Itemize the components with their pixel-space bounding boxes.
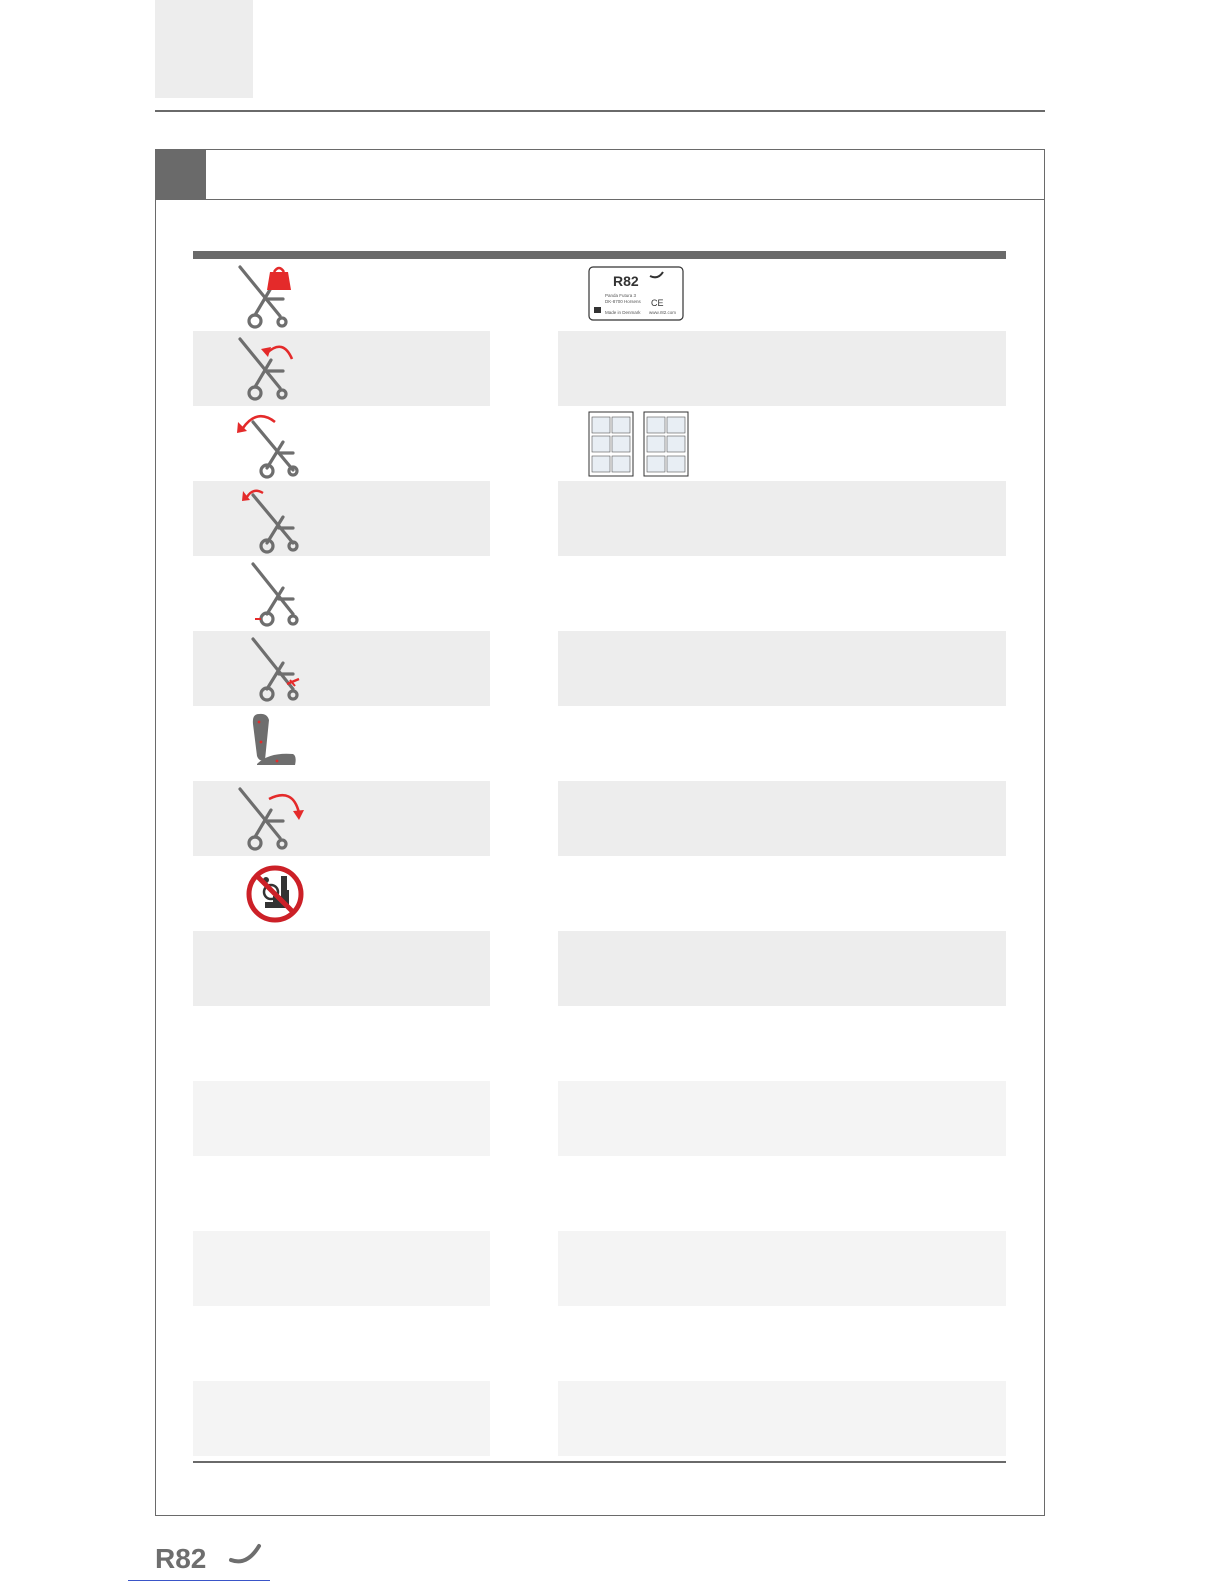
table-cell-description: [558, 1081, 1006, 1156]
table-row-15: [193, 1306, 1006, 1381]
table-cell-symbol: [193, 556, 490, 631]
table-cell-symbol: [193, 259, 490, 334]
table-cell-symbol: [193, 1231, 490, 1306]
table-row-3: [193, 406, 1006, 481]
table-row-5: [193, 556, 1006, 631]
stroller-handle-rotate-icon: [235, 333, 315, 405]
table-cell-description: [558, 631, 1006, 706]
table-row-1: [193, 259, 1006, 334]
stroller-front-wheel-icon: [235, 558, 315, 630]
table-cell-description: [558, 706, 1006, 781]
table-row-9: [193, 856, 1006, 931]
product-label-line-1: Panda Futura 3: [605, 293, 637, 298]
table-cell-symbol: [193, 406, 490, 481]
table-row-4: [193, 481, 1006, 556]
footer-brand-text: R82: [155, 1543, 207, 1574]
table-row-14: [193, 1231, 1006, 1306]
table-cell-description: [558, 781, 1006, 856]
stroller-backrest-tilt-icon: [235, 408, 315, 480]
product-label-web: www.r82.com: [649, 310, 677, 315]
table-row-8: [193, 781, 1006, 856]
table-cell-symbol: [193, 1381, 490, 1456]
table-cell-description: [558, 856, 1006, 931]
table-cell-symbol: [193, 781, 490, 856]
product-label-line-3: Made in Denmark: [605, 310, 641, 315]
size-chart-image: [588, 411, 694, 479]
no-stairs-prohibition-icon: [235, 858, 315, 930]
table-row-11: [193, 1006, 1006, 1081]
table-cell-description: [558, 1381, 1006, 1456]
header-rule: [155, 110, 1045, 112]
stroller-max-load-icon: [235, 261, 315, 333]
stroller-brake-icon: [235, 633, 315, 705]
table-cell-description: [558, 331, 1006, 406]
product-label-logo: R82: [613, 273, 639, 289]
table-row-16: [193, 1381, 1006, 1456]
table-row-10: [193, 931, 1006, 1006]
table-cell-symbol: [193, 931, 490, 1006]
table-cell-symbol: [193, 856, 490, 931]
table-cell-description: [558, 556, 1006, 631]
table-bottom-rule: [193, 1461, 1006, 1463]
table-cell-symbol: [193, 631, 490, 706]
table-cell-symbol: [193, 331, 490, 406]
table-cell-symbol: [193, 706, 490, 781]
section-number-block: [156, 150, 206, 199]
table-row-7: [193, 706, 1006, 781]
product-label-ce-mark: CE: [651, 298, 664, 308]
table-top-rule: [193, 251, 1006, 259]
table-cell-description: [558, 481, 1006, 556]
table-cell-description: [558, 931, 1006, 1006]
table-cell-description: [558, 1231, 1006, 1306]
footer-brand-logo: [155, 1540, 267, 1574]
table-cell-symbol: [193, 481, 490, 556]
table-row-13: [193, 1156, 1006, 1231]
table-cell-symbol: [193, 1081, 490, 1156]
chapter-tab-marker: [155, 0, 253, 98]
stroller-fold-icon: [235, 783, 315, 855]
section-header: [156, 150, 1044, 200]
table-row-12: [193, 1081, 1006, 1156]
seat-unit-icon: [235, 708, 315, 780]
stroller-handle-adjust-icon: [235, 483, 315, 555]
table-cell-description: [558, 406, 1006, 481]
table-row-6: [193, 631, 1006, 706]
table-row-2: [193, 331, 1006, 406]
table-cell-description: [558, 259, 1006, 334]
footer-link-underline: [128, 1580, 270, 1581]
product-label-line-2: DK-8700 Horsens: [605, 299, 641, 304]
product-label-image: [588, 266, 684, 321]
